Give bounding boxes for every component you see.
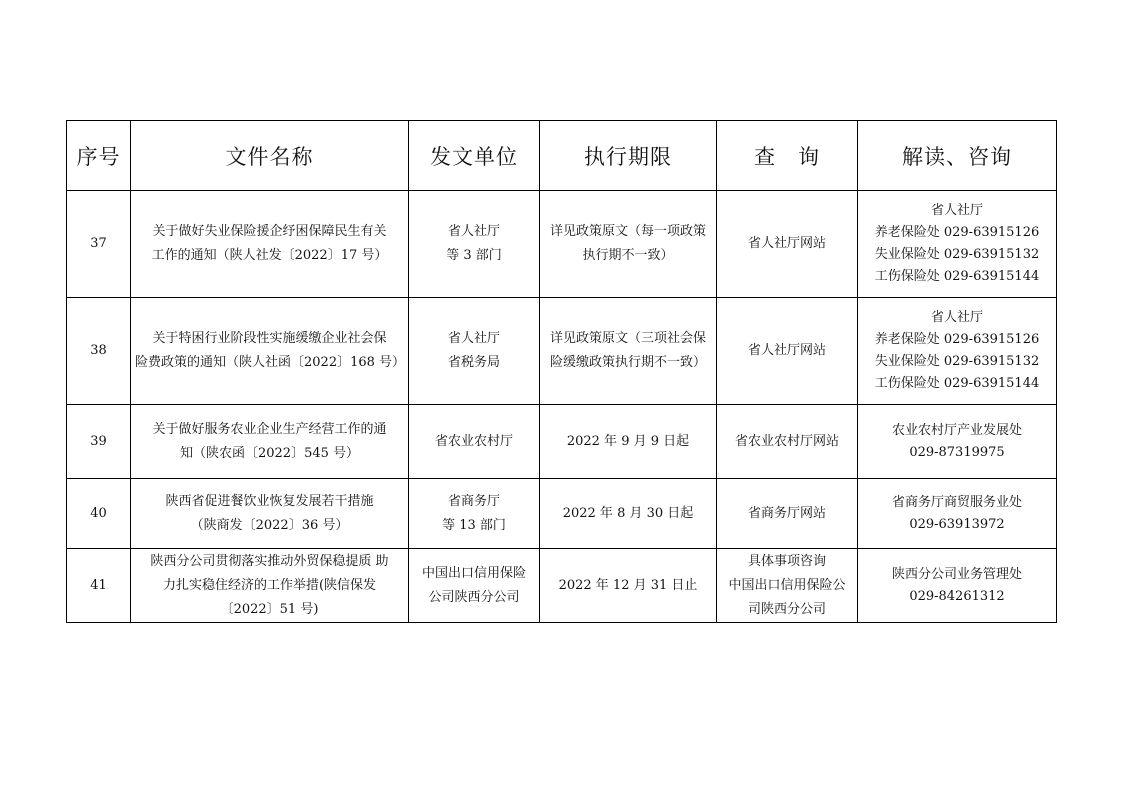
table-row bbox=[67, 191, 1057, 298]
query bbox=[717, 479, 858, 549]
period-line: 详见政策原文（每一项政策 bbox=[549, 224, 706, 239]
file-name-line: 陕西省促进餐饮业恢复发展若干措施 bbox=[165, 493, 374, 509]
file-name-line: 关于做好失业保险援企纾困保障民生有关 bbox=[152, 224, 387, 239]
issuer-line: 等 13 部门 bbox=[442, 517, 506, 533]
issuer-line: 省税务局 bbox=[447, 355, 500, 370]
header-period: 执行期限 bbox=[540, 121, 717, 191]
row-number: 38 bbox=[67, 298, 131, 405]
period bbox=[540, 479, 717, 549]
contact-line: 陕西分公司业务管理处 bbox=[891, 566, 1022, 582]
contact-line: 农业农村厅产业发展处 bbox=[891, 422, 1022, 438]
period bbox=[540, 298, 717, 405]
period-line: 2022 年 9 月 9 日起 bbox=[566, 433, 690, 449]
table-row bbox=[67, 298, 1057, 405]
contact-line: 养老保险处 029-63915126 bbox=[874, 225, 1040, 240]
contact-line: 工伤保险处 029-63915144 bbox=[874, 376, 1040, 391]
issuer-line: 等 3 部门 bbox=[446, 248, 502, 263]
issuer bbox=[409, 479, 540, 549]
policy-table bbox=[66, 120, 1057, 623]
row-number: 39 bbox=[67, 405, 131, 479]
contact-line: 029-84261312 bbox=[909, 588, 1005, 604]
issuer bbox=[409, 405, 540, 479]
file-name bbox=[131, 405, 409, 479]
header-contact: 解读、咨询 bbox=[858, 121, 1057, 191]
file-name-line: （陕商发〔2022〕36 号） bbox=[190, 517, 349, 533]
query-line: 中国出口信用保险公 bbox=[728, 577, 846, 593]
file-name-line: 〔2022〕51 号) bbox=[220, 601, 319, 617]
period bbox=[540, 405, 717, 479]
query-line: 司陕西分公司 bbox=[747, 601, 826, 617]
contact-line: 省商务厅商贸服务业处 bbox=[891, 494, 1022, 510]
header-no: 序号 bbox=[67, 121, 131, 191]
contact-line: 省人社厅 bbox=[930, 310, 983, 325]
file-name bbox=[131, 298, 409, 405]
file-name-line: 关于做好服务农业企业生产经营工作的通 bbox=[152, 421, 387, 437]
issuer-line: 省人社厅 bbox=[447, 331, 500, 346]
contact-line: 养老保险处 029-63915126 bbox=[874, 332, 1040, 347]
contact bbox=[858, 191, 1057, 298]
header-query: 查 询 bbox=[717, 121, 858, 191]
row-number: 40 bbox=[67, 479, 131, 549]
contact bbox=[858, 549, 1057, 623]
table-row bbox=[67, 405, 1057, 479]
period-line: 2022 年 8 月 30 日起 bbox=[562, 505, 694, 521]
file-name bbox=[131, 191, 409, 298]
period-line: 执行期不一致） bbox=[582, 248, 674, 263]
issuer bbox=[409, 298, 540, 405]
file-name-line: 陕西分公司贯彻落实推动外贸保稳提质 助 bbox=[150, 553, 389, 569]
header-row bbox=[67, 121, 1057, 191]
file-name bbox=[131, 479, 409, 549]
file-name-line: 关于特困行业阶段性实施缓缴企业社会保 bbox=[152, 331, 387, 346]
issuer-line: 公司陕西分公司 bbox=[428, 589, 520, 605]
table-row bbox=[67, 549, 1057, 623]
period-line: 2022 年 12 月 31 日止 bbox=[558, 577, 698, 593]
period-line: 详见政策原文（三项社会保 bbox=[549, 331, 706, 346]
period bbox=[540, 549, 717, 623]
query bbox=[717, 191, 858, 298]
header-issuer: 发文单位 bbox=[409, 121, 540, 191]
contact-line: 029-63913972 bbox=[909, 516, 1005, 532]
issuer bbox=[409, 549, 540, 623]
contact-line: 工伤保险处 029-63915144 bbox=[874, 269, 1040, 284]
query bbox=[717, 405, 858, 479]
file-name-line: 险费政策的通知（陕人社函〔2022〕168 号） bbox=[135, 355, 406, 370]
issuer-line: 省人社厅 bbox=[447, 224, 500, 239]
contact bbox=[858, 405, 1057, 479]
file-name-line: 知（陕农函〔2022〕545 号） bbox=[179, 445, 360, 461]
contact bbox=[858, 479, 1057, 549]
contact-line: 省人社厅 bbox=[930, 203, 983, 218]
issuer-line: 省商务厅 bbox=[447, 493, 500, 509]
contact bbox=[858, 298, 1057, 405]
contact-line: 失业保险处 029-63915132 bbox=[874, 354, 1040, 369]
file-name-line: 工作的通知（陕人社发〔2022〕17 号） bbox=[151, 248, 388, 263]
query-line: 具体事项咨询 bbox=[747, 553, 826, 569]
query-line: 省农业农村厅网站 bbox=[734, 433, 839, 449]
query bbox=[717, 298, 858, 405]
query bbox=[717, 549, 858, 623]
query-line: 省人社厅网站 bbox=[747, 236, 826, 251]
row-number: 37 bbox=[67, 191, 131, 298]
query-line: 省商务厅网站 bbox=[747, 505, 826, 521]
query-line: 省人社厅网站 bbox=[747, 343, 826, 358]
header-file-name: 文件名称 bbox=[131, 121, 409, 191]
period bbox=[540, 191, 717, 298]
row-number: 41 bbox=[67, 549, 131, 623]
table-row bbox=[67, 479, 1057, 549]
period-line: 险缓缴政策执行期不一致） bbox=[549, 355, 706, 370]
issuer-line: 中国出口信用保险 bbox=[421, 565, 526, 581]
contact-line: 029-87319975 bbox=[909, 444, 1005, 460]
file-name-line: 力扎实稳住经济的工作举措(陕信保发 bbox=[162, 577, 377, 593]
file-name bbox=[131, 549, 409, 623]
contact-line: 失业保险处 029-63915132 bbox=[874, 247, 1040, 262]
issuer-line: 省农业农村厅 bbox=[434, 433, 513, 449]
issuer bbox=[409, 191, 540, 298]
